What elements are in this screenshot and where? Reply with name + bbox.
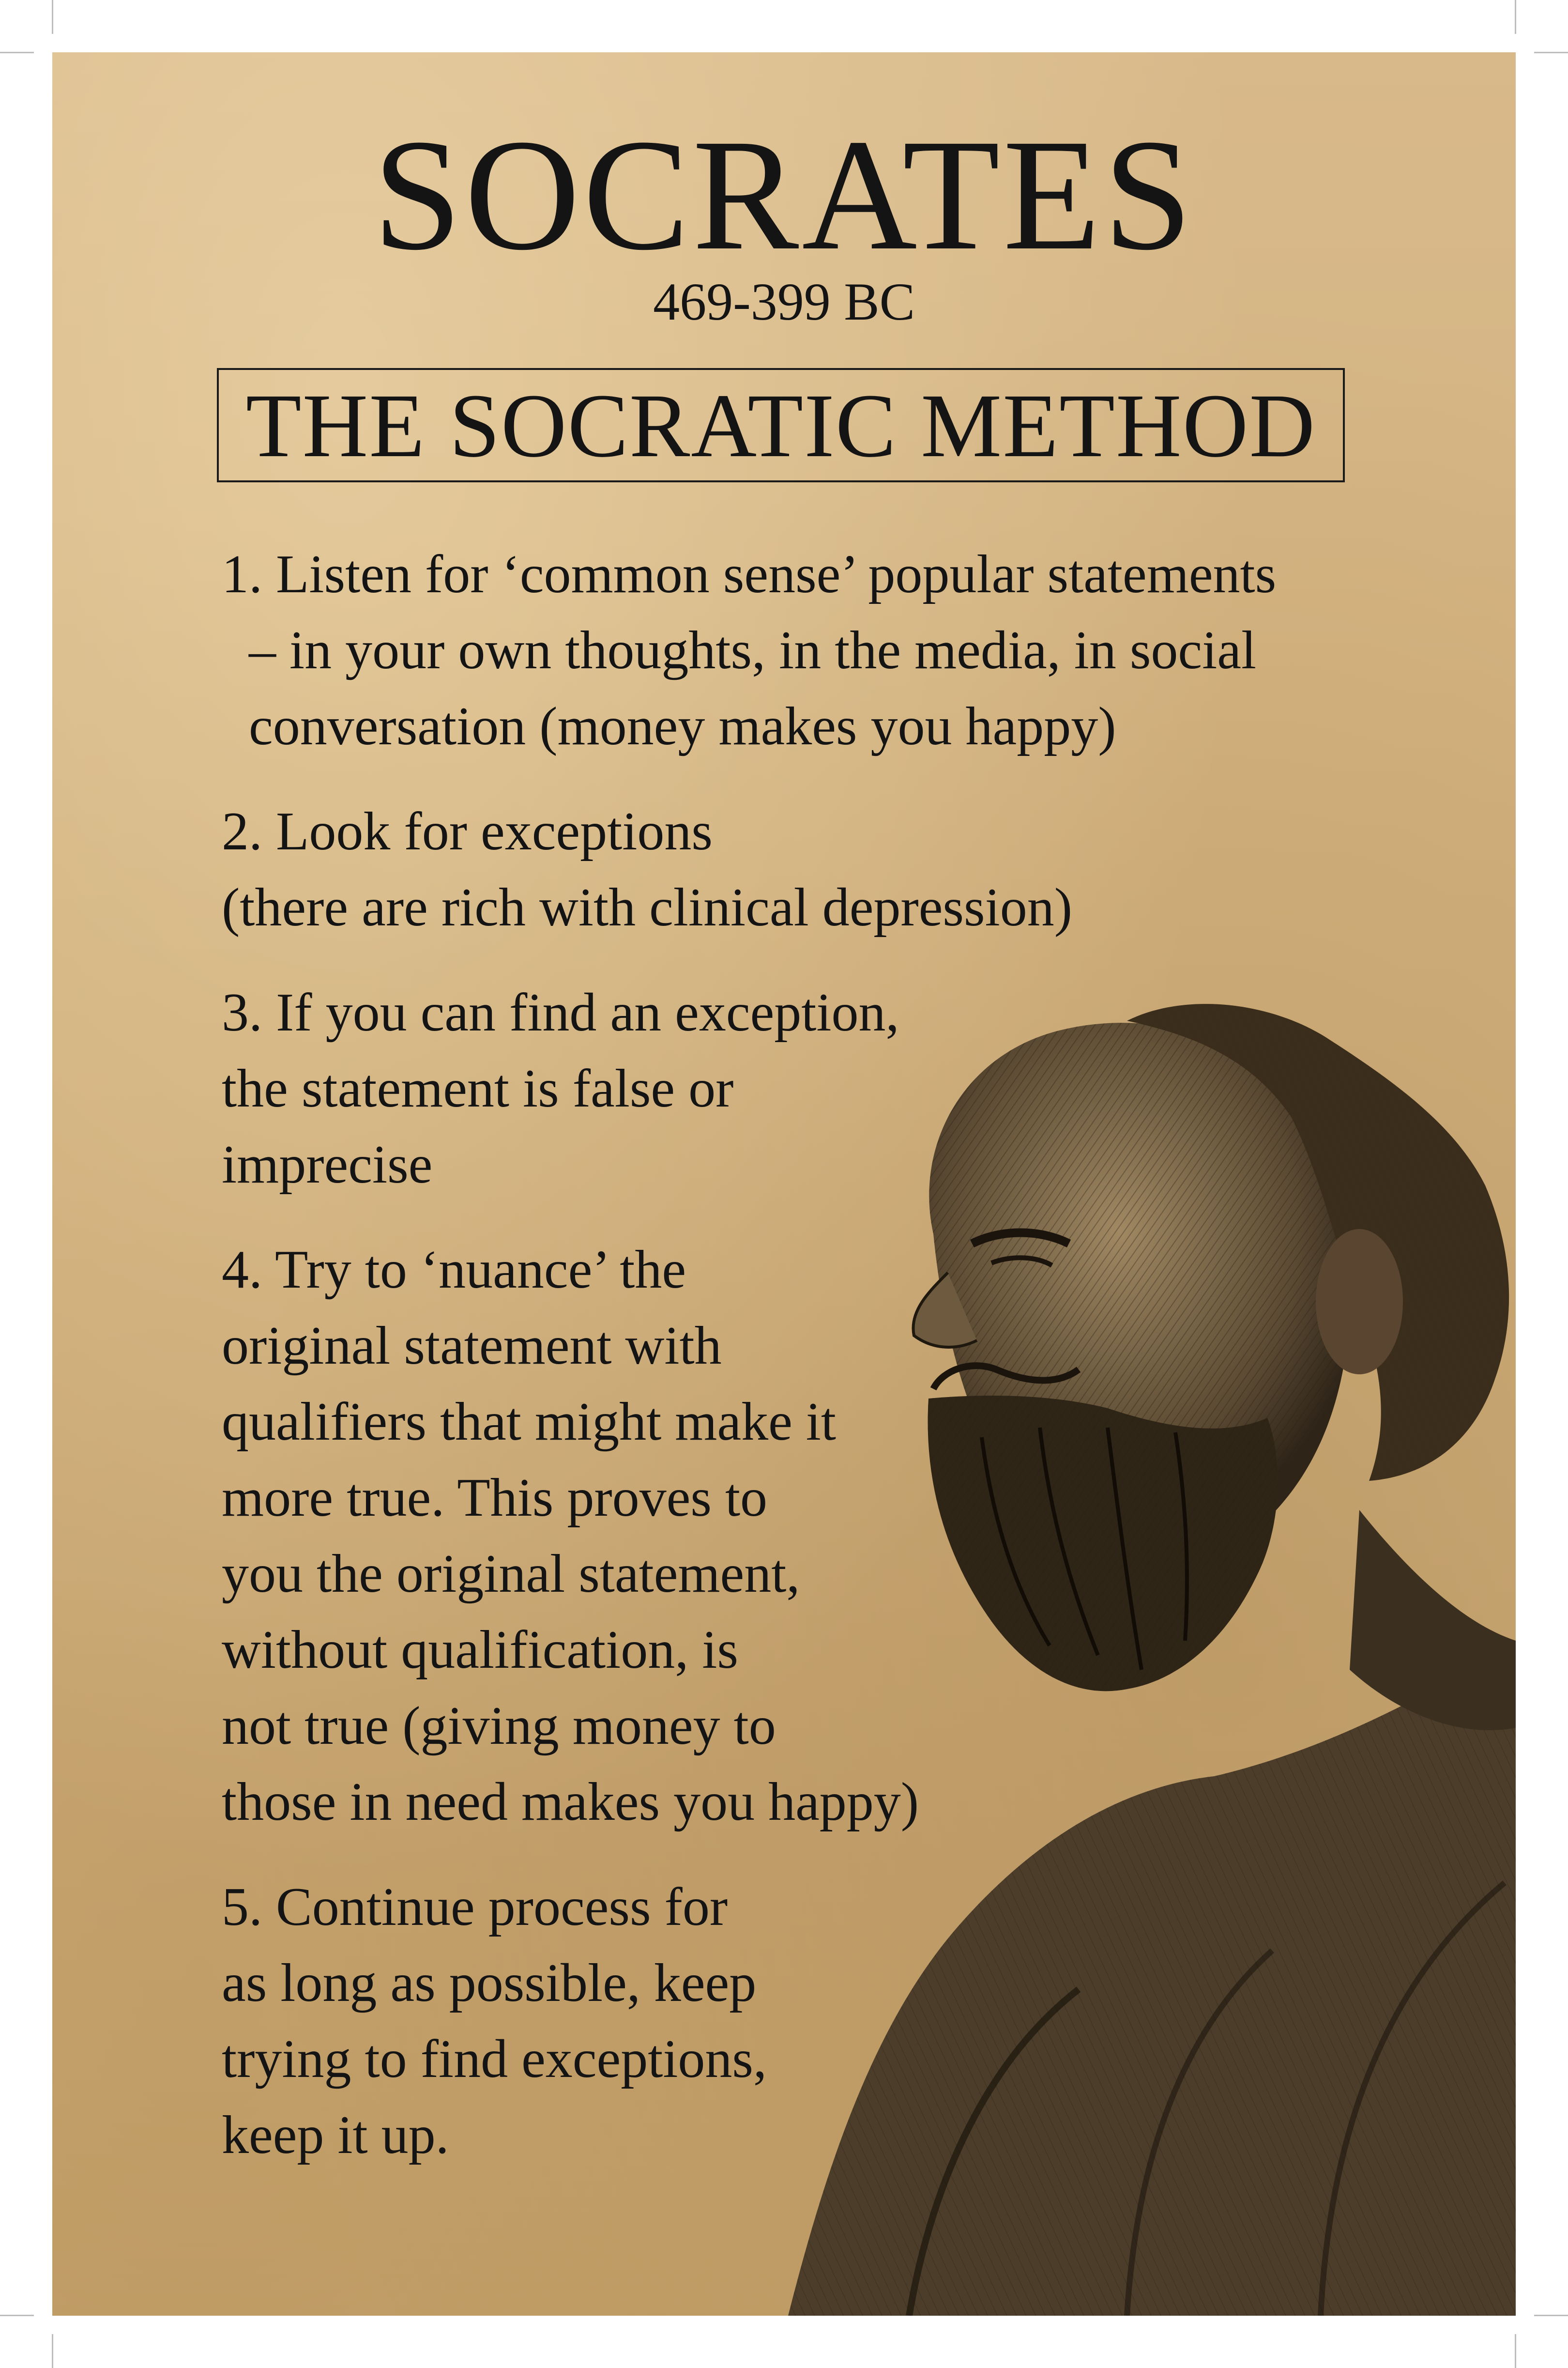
crop-mark	[0, 2315, 34, 2316]
step-text-line: those in need makes you happy)	[222, 1772, 919, 1832]
crop-mark	[1515, 2334, 1516, 2368]
crop-mark	[0, 52, 34, 53]
page-title: SOCRATES	[373, 107, 1195, 283]
step-text-line: 1. Listen for ‘common sense’ popular statements	[222, 544, 1277, 604]
step-text-line: conversation (money makes you happy)	[249, 696, 1116, 756]
section-title: THE SOCRATIC METHOD	[245, 374, 1316, 476]
step-text-line: you the original statement,	[222, 1544, 800, 1604]
step-text-line: – in your own thoughts, in the media, in social	[249, 620, 1257, 680]
crop-mark	[52, 0, 53, 34]
step-text-line: original statement with	[222, 1316, 722, 1376]
step-text-line: imprecise	[222, 1135, 433, 1195]
step-text-line: 3. If you can find an exception,	[222, 983, 899, 1043]
step-text-line: the statement is false or	[222, 1059, 734, 1119]
step-text-line: keep it up.	[222, 2105, 449, 2165]
step-text-line: without qualification, is	[222, 1620, 738, 1680]
list-item	[222, 1232, 1408, 1840]
list-item	[222, 1869, 1408, 2173]
crop-mark	[1515, 0, 1516, 34]
list-item	[222, 537, 1408, 765]
list-item	[222, 794, 1408, 946]
crop-mark	[1534, 2315, 1568, 2316]
step-text-line: not true (giving money to	[222, 1696, 776, 1756]
section-title-box	[217, 368, 1345, 482]
steps-list	[222, 537, 1408, 2202]
step-text-line: more true. This proves to	[222, 1468, 768, 1528]
crop-mark	[52, 2334, 53, 2368]
poster	[52, 52, 1516, 2316]
list-item	[222, 975, 1408, 1203]
lifespan-dates: 469-399 BC	[653, 272, 915, 331]
step-text-line: 4. Try to ‘nuance’ the	[222, 1240, 686, 1300]
step-text-line: 2. Look for exceptions	[222, 801, 713, 861]
step-text-line: as long as possible, keep	[222, 1953, 757, 2013]
step-text-line: qualifiers that might make it	[222, 1392, 837, 1452]
step-text-line: 5. Continue process for	[222, 1877, 728, 1937]
step-text-line: (there are rich with clinical depression)	[222, 877, 1072, 938]
step-text-line: trying to find exceptions,	[222, 2029, 767, 2089]
crop-mark	[1534, 52, 1568, 53]
